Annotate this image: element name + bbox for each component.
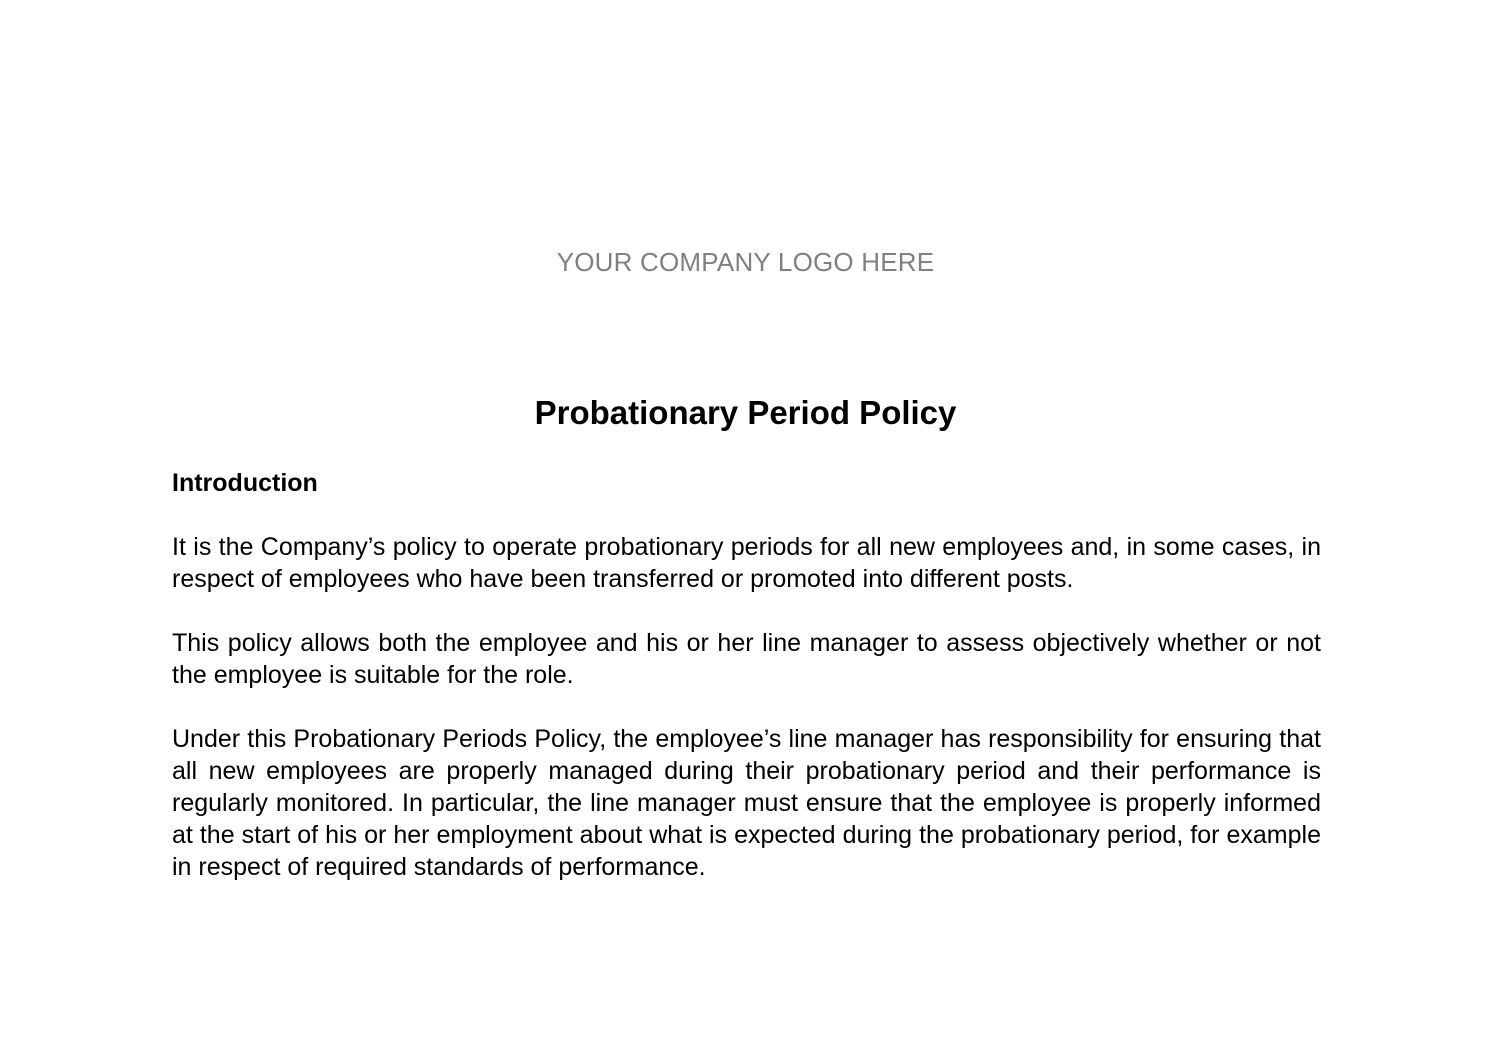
company-logo-placeholder: YOUR COMPANY LOGO HERE <box>556 247 935 277</box>
document-title: Probationary Period Policy <box>534 394 957 431</box>
section-heading-introduction: Introduction <box>172 469 318 497</box>
paragraph-2: This policy allows both the employee and his or her line manager to assess objectively whether or not the employee is suitable for the role. <box>172 629 1321 689</box>
paragraph-3: Under this Probationary Periods Policy, the employee’s line manager has responsibility for ensuring that all new employees are properly managed during their probationary period and their performance is regularly monitored. In particular, the line manager must ensure that the employee is properly informed at the start of his or her employment about what is expected during the probationary period, for example in respect of required standards of performance. <box>172 725 1321 881</box>
paragraph-1: It is the Company’s policy to operate probationary periods for all new employees and, in some cases, in respect of employees who have been transferred or promoted into different posts. <box>172 533 1321 593</box>
